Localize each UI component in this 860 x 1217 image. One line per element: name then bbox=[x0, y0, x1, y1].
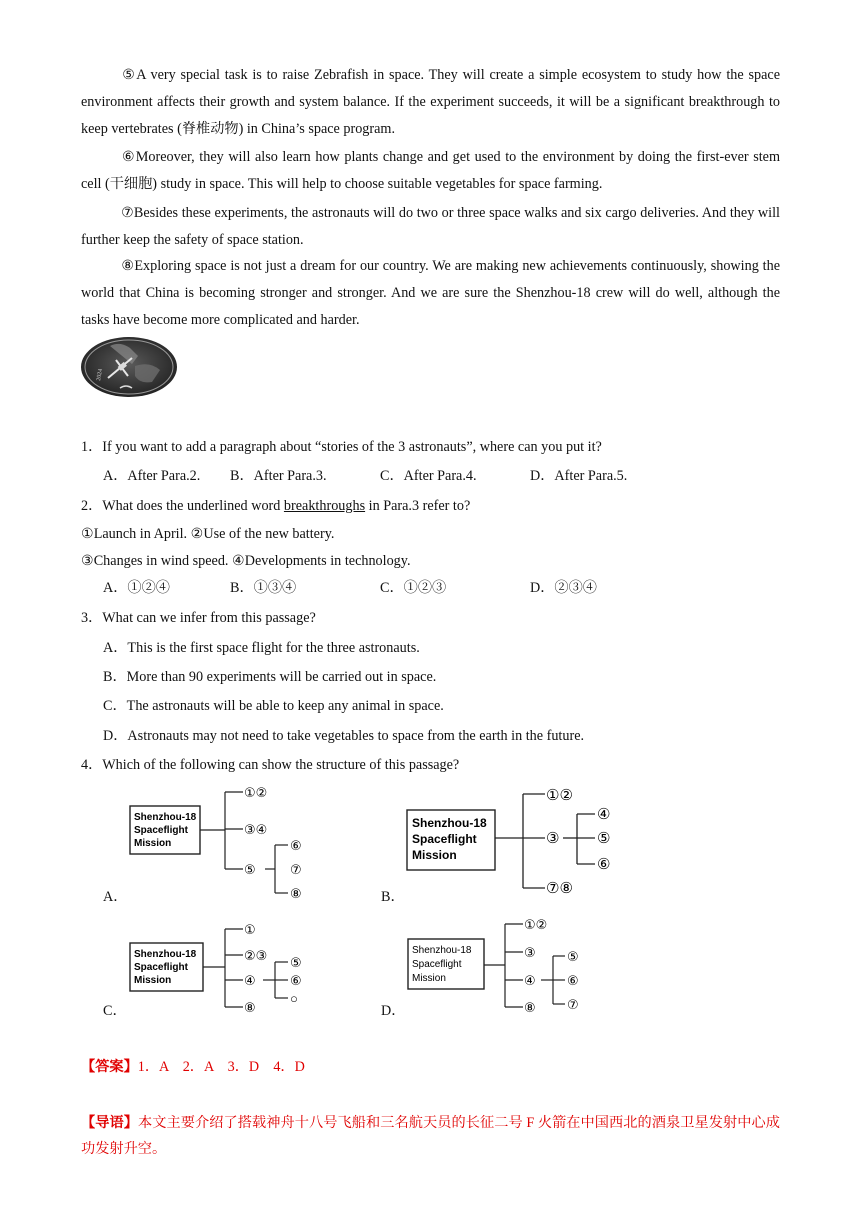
diagram-c-box-line-1: Shenzhou-18 bbox=[134, 949, 197, 960]
question-2-option-c[interactable]: C．①②③ bbox=[380, 580, 447, 596]
diagram-a-label[interactable]: A． bbox=[103, 889, 128, 905]
paragraph-7-text: ⑦Besides these experiments, the astronauts will do two or three space walks and six cargo deliveries. And they will further keep the safety of space station. bbox=[81, 205, 780, 248]
question-2-option-a[interactable]: A．①②④ bbox=[103, 580, 170, 596]
diagram-c-node-1: ① bbox=[244, 922, 256, 937]
diagram-b-label[interactable]: B． bbox=[381, 889, 405, 905]
guide-text: 本文主要介绍了搭载神舟十八号飞船和三名航天员的长征二号 F 火箭在中国西北的酒泉卫星发射中心成功发射升空。 bbox=[81, 1115, 780, 1157]
question-2-stem-post: in Para.3 refer to? bbox=[365, 498, 471, 514]
diagram-c-sub-1: ⑤ bbox=[290, 955, 302, 970]
diagram-b-node-1: ①② bbox=[546, 787, 573, 804]
paragraph-6-text: ⑥Moreover, they will also learn how plants change and get used to the environment by doing the first-ever stem cell (干细胞) study in space. This will help to choose suitable vegetables for space farming. bbox=[81, 149, 780, 192]
diagram-d-node-1: ①② bbox=[524, 917, 548, 932]
question-2-items-line-2: ③Changes in wind speed. ④Developments in technology. bbox=[81, 553, 411, 569]
diagram-c-label[interactable]: C． bbox=[103, 1003, 127, 1019]
diagram-d-node-2: ③ bbox=[524, 945, 536, 960]
paragraph-5 bbox=[81, 62, 780, 143]
diagram-d-box-line-1: Shenzhou-18 bbox=[412, 945, 472, 956]
answer-line bbox=[81, 1057, 305, 1077]
question-1-option-a[interactable]: A．After Para.2. bbox=[103, 468, 201, 484]
diagram-b-sub-2: ⑤ bbox=[597, 830, 611, 847]
diagram-d-sub-1: ⑤ bbox=[567, 949, 579, 964]
question-3-option-b[interactable]: B．More than 90 experiments will be carried out in space. bbox=[103, 669, 437, 685]
paragraph-8 bbox=[81, 253, 780, 334]
paragraph-8-text: ⑧Exploring space is not just a dream for our country. We are making new achievements continuously, showing the world that China is becoming stronger and stronger. And we are sure the Shenzhou-18 crew will do well, although the tasks have become more complicated and harder. bbox=[81, 258, 780, 328]
diagram-d-node-4: ⑧ bbox=[524, 1000, 536, 1015]
paragraph-6 bbox=[81, 144, 780, 198]
diagram-c-sub-2: ⑥ bbox=[290, 973, 302, 988]
guide-label: 【导语】 bbox=[81, 1115, 138, 1131]
question-3-option-c[interactable]: C．The astronauts will be able to keep any animal in space. bbox=[103, 698, 444, 714]
diagram-c-sub-3: ○ bbox=[290, 991, 298, 1006]
diagram-c-node-2: ②③ bbox=[244, 948, 268, 963]
question-3-stem: 3．What can we infer from this passage? bbox=[81, 610, 316, 626]
diagram-b-box-line-2: Spaceflight bbox=[412, 832, 477, 846]
diagram-b-sub-1: ④ bbox=[597, 806, 611, 823]
diagram-b-node-3: ⑦⑧ bbox=[546, 880, 573, 897]
question-1-option-d[interactable]: D．After Para.5. bbox=[530, 468, 628, 484]
mission-badge-image bbox=[80, 336, 178, 398]
question-3-option-a[interactable]: A．This is the first space flight for the three astronauts. bbox=[103, 640, 420, 656]
diagram-d-node-3: ④ bbox=[524, 973, 536, 988]
structure-diagram-b bbox=[405, 782, 625, 902]
question-1-option-b[interactable]: B．After Para.3. bbox=[230, 468, 327, 484]
diagram-a-node-1: ①② bbox=[244, 785, 268, 800]
diagram-d-sub-3: ⑦ bbox=[567, 997, 579, 1012]
diagram-b-sub-3: ⑥ bbox=[597, 856, 611, 873]
question-2-items-line-1: ①Launch in April. ②Use of the new battery. bbox=[81, 526, 335, 542]
structure-diagram-c bbox=[125, 918, 315, 1023]
answer-label: 【答案】 bbox=[81, 1059, 138, 1075]
question-2-option-d[interactable]: D．②③④ bbox=[530, 580, 597, 596]
diagram-b-box-line-3: Mission bbox=[412, 848, 457, 862]
diagram-d-sub-2: ⑥ bbox=[567, 973, 579, 988]
diagram-d-label[interactable]: D． bbox=[381, 1003, 406, 1019]
diagram-d-box-line-2: Spaceflight bbox=[412, 959, 462, 970]
question-2-stem-pre: 2．What does the underlined word bbox=[81, 498, 284, 514]
question-4-stem: 4．Which of the following can show the structure of this passage? bbox=[81, 757, 460, 773]
badge-text: 2024 bbox=[96, 368, 105, 382]
diagram-d-box-line-3: Mission bbox=[412, 973, 446, 984]
question-2-option-b[interactable]: B．①③④ bbox=[230, 580, 297, 596]
diagram-b-box-line-1: Shenzhou-18 bbox=[412, 816, 487, 830]
diagram-a-node-2: ③④ bbox=[244, 822, 268, 837]
answer-text: 1．A 2．A 3．D 4．D bbox=[137, 1059, 305, 1075]
diagram-a-sub-3: ⑧ bbox=[290, 886, 302, 901]
diagram-a-node-3: ⑤ bbox=[244, 862, 256, 877]
question-1-option-c[interactable]: C．After Para.4. bbox=[380, 468, 477, 484]
diagram-b-node-2: ③ bbox=[546, 830, 560, 847]
question-2-stem bbox=[81, 496, 470, 516]
underlined-word: breakthroughs bbox=[283, 498, 366, 514]
diagram-c-node-4: ⑧ bbox=[244, 1000, 256, 1015]
diagram-a-box-line-2: Spaceflight bbox=[134, 825, 188, 836]
guide-paragraph bbox=[81, 1110, 780, 1162]
diagram-a-box-line-3: Mission bbox=[134, 838, 172, 849]
question-3-option-d[interactable]: D．Astronauts may not need to take vegetables to space from the earth in the future. bbox=[103, 728, 585, 744]
diagram-a-sub-1: ⑥ bbox=[290, 838, 302, 853]
paragraph-5-text: ⑤A very special task is to raise Zebrafish in space. They will create a simple ecosystem to study how the space environment affects their growth and system balance. If the experiment succeeds, it will be a significant breakthrough to keep vertebrates (脊椎动物) in China’s space program. bbox=[81, 67, 780, 137]
diagram-c-box-line-2: Spaceflight bbox=[134, 962, 188, 973]
diagram-a-sub-2: ⑦ bbox=[290, 862, 302, 877]
structure-diagram-a bbox=[125, 782, 315, 907]
diagram-c-box-line-3: Mission bbox=[134, 975, 172, 986]
diagram-c-node-3: ④ bbox=[244, 973, 256, 988]
question-1-stem: 1．If you want to add a paragraph about “stories of the 3 astronauts”, where can you put it? bbox=[81, 439, 602, 455]
diagram-a-box-line-1: Shenzhou-18 bbox=[134, 812, 197, 823]
paragraph-7 bbox=[81, 200, 780, 254]
structure-diagram-d bbox=[405, 913, 595, 1023]
